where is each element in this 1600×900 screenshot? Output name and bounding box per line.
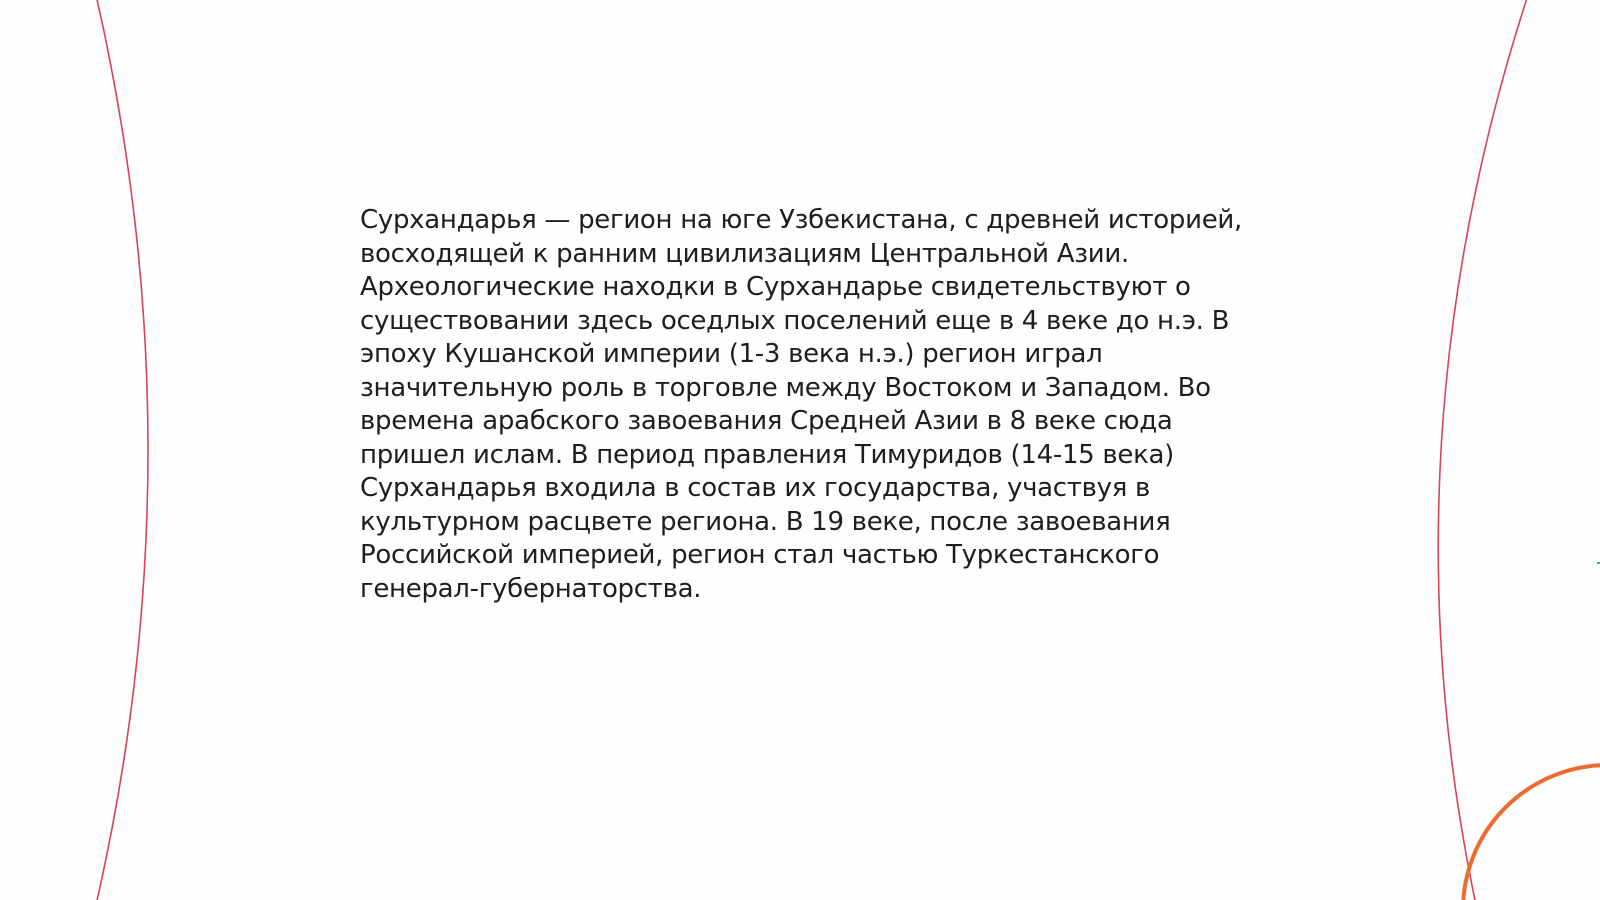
left-arc-decoration: [96, 0, 148, 900]
right-arc-decoration: [1438, 0, 1528, 900]
orange-circle-decoration: [1463, 765, 1600, 900]
slide-body-text: Сурхандарья — регион на юге Узбекистана, с древней историей, восходящей к ранним цивилизациям Центральной Азии. Археологические находки в Сурхандарье свидетельствуют о существовании здесь оседлых поселений еще в 4 веке до н.э. В эпоху Кушанской империи (1-3 века н.э.) регион играл значительную роль в торговле между Востоком и Западом. Во времена арабского завоевания Средней Азии в 8 веке сюда пришел ислам. В период правления Тимуридов (14-15 века) Сурхандарья входила в состав их государства, участвуя в культурном расцвете региона. В 19 веке, после завоевания Российской империей, регион стал частью Туркестанского генерал-губернаторства.: [360, 205, 1242, 604]
